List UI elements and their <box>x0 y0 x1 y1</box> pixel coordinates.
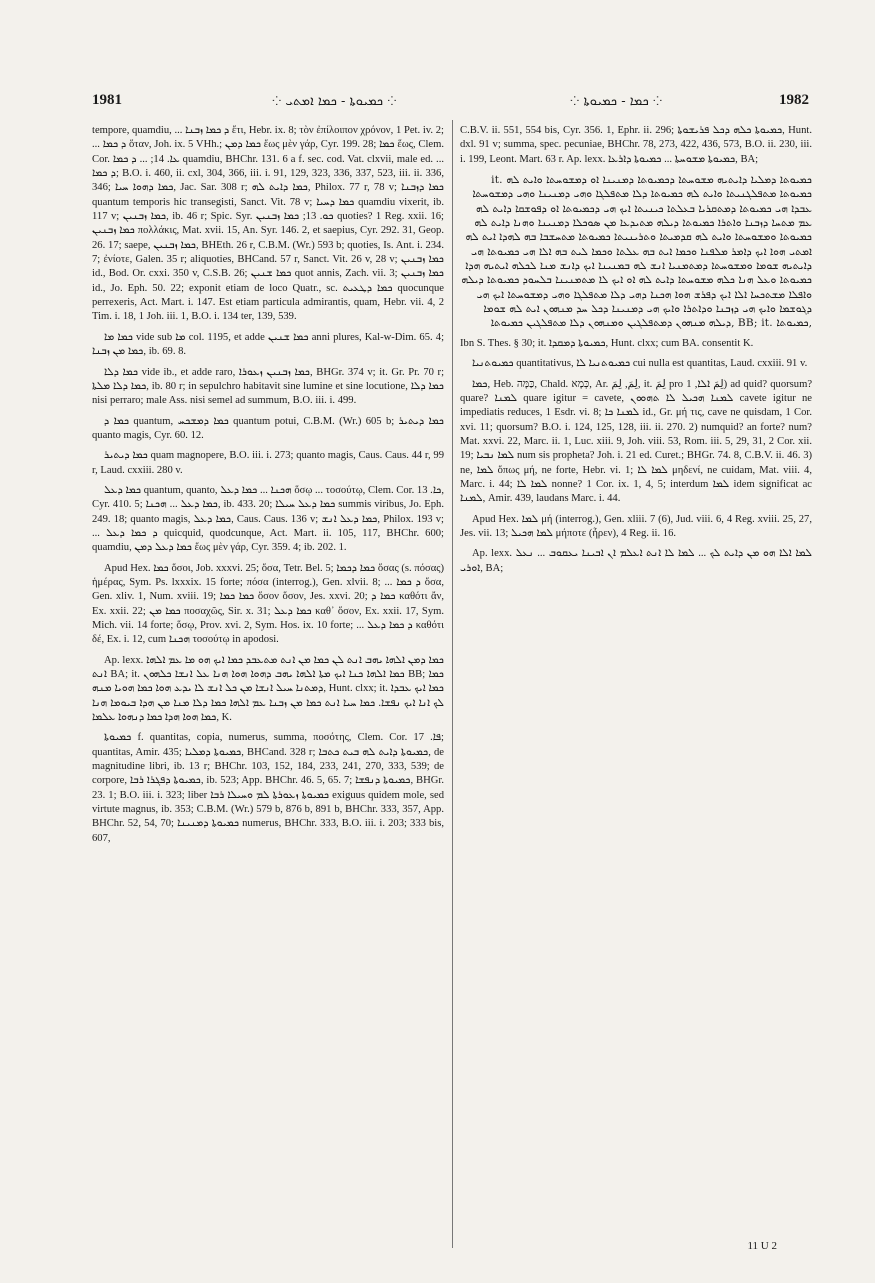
entry-paragraph: ܟܡܝܘܬܐ f. quantitas, copia, numerus, summa, ποσότης, Clem. Cor. ܦܐ. 17; quantitas, Amir. 435; ܟܡܝܘܬܐ ܕܡܠܝܐ, BHCand. 328 r; ܟܡܝܘܬܐ ܕܐܝܬ ܠܗ ܒܝܬ ܟܬܒܐ, de magnitudine libri, ib. 13 r; BHChr. 103, 152, 184, 233, 241, 270, 333, 539; de corpore, ܟܡܝܘܬܐ ܕܦܓܪܐ ܪܒܐ, ib. 523; App. BHChr. 46. 5, 65. 7; ܟܡܝܘܬܐ ܕܢܦܫܐ, BHGr. 23. 1; B.O. iii. i. 323; liber ܟܡܝܘܬܐ ܙܥܘܪܬܐ ܠܡ ܘܚܝܠܐ ܪܒܐ exiguus quidem mole, sed virtute magnus, ib. 353; C.B.M. (Wr.) 579 b, 876 b, 891 b, BHChr. 333, 357, App. BHChr. 52, 54, 70; ܟܡܝܘܬܐ ܕܡܢܝܢܐ numerus, BHChr. 333, B.O. iii. i. 203; 333 bis, 607, <box>92 732 445 844</box>
entry-paragraph: ܟܡܐ ܕܝܬܝܪ quam magnopere, B.O. iii. i. 273; quanto magis, Caus. Caus. 44 r, 99 r, Laud. cxxiii. 280 v. <box>92 450 444 476</box>
entry-paragraph: Ap. lexx. ܟܡܐ ܕܡܢ ܐܠܗܐ ܝܗܒ ܐܢܬ ܠܢ ܟܡܐ ܡܢ ܐܢܬ ܡܬܥܒܕ ܟܡܐ ܐܝܟ ܗܘ ܡܐ ܥܡ ܐܠܗܐ ܐܢܬ BA; it. ܟܡܐ ܐܠܗܐ ܟܢܐ ܐܝܟ ܡܬܐ ܐܠܗܐ ܝܗܒ ܕܗܘܐ ܗܘܐ ܗܢܐ ܥܠ ܐܢܫܐ ܟܠܗܘܢ BB; ܟܡܐ ܕܡܬܢܐ ܚܝܠ ܐܢܫܐ ܡܢ ܟܠ ܐܢܫ ܠܐ ܝܕܥ ܗܘܐ ܟܡܐ ܗܘܝܐ ܡܢܗ, Hunt. clxx; it. ܟܡܐ ܐܝܟ ܥܒܕܐ ܠܟ ܐܢܐ ܐܝܟ ܢܦܫܐ. ܟܡܐ ܚܝܐ ܐܢܬ ܟܡܐ ܡܢ ܙܒܢܐ ܥܡ ܐܠܗܐ ܟܡܐ ܕܠܐ ܡܢܐ ܡܢ ܗܕܐ ܒܝܘܡܐ ܗܢܐ ܟܡܐ ܗܘܐ ܗܕܐ ܟܡܐ ܕܢܗܘܐ ܥܠܡܐ, K. <box>92 654 445 724</box>
entry-paragraph: Ibn S. Thes. § 30; it. ܟܡܝܘܬܐ ܕܡܩܕܐ, Hunt. clxx; cum BA. consentit K. <box>460 337 754 349</box>
signature-mark: 11 U 2 <box>747 1240 777 1252</box>
right-running-head: ⁘ ܟܡܐ - ܟܡܝܘܬܐ ⁘ <box>570 94 663 109</box>
entry-paragraph: tempore, quamdiu, ... ܕ ܟܡܐ ܙܒܢܐ ἔτι, Hebr. ix. 8; τὸν ἐπίλοιπον χρόνον, 1 Pet. iv. 2; ... ܕ ܟܡܐ ὅταν, Joh. ix. 5 VHh.; ܟܡܐ ܕܡܢ ἕως μὲν γάρ, Cyr. 199. 28; ܟܡܐ ἕως, Clem. Cor. ܥܐ. 14; ... ܕ ܟܡܐ quamdiu, BHChr. 131. 6 a f. sec. cod. Vat. clxvii, male ed. ... ܕ ܟܡܐ; B.O. i. 460, ii. cxl, 304, 366, iii. i. 91, 129, 323, 336, 337, 523, iii. ii. 336, 346; ܟܡܐ ܕܗܘܐ ܚܝܐ, Jac. Sar. 308 r; ܟܡܐ ܕܐܝܬ ܠܗ, Philox. 77 r, 78 v; ܟܡܐ ܕܙܒܢܐ quantum temporis hic transegisti, Sanct. Vit. 78 v; ܟܡܐ ܕܚܝܐ quamdiu vixerit, ib. 117 v; ܟܡܐ ܙܒܢܝܢ, ib. 46 r; Spic. Syr. ܟܘ. 13; ܟܡܐ ܙܒܢܝܢ quoties? 1 Reg. xxii. 16; ܟܡܐ ܙܒܢܝܢ πολλάκις, Mat. xvii. 15, An. Syr. 146. 2, et saepius, Cyr. 292. 31, Geop. 26. 17; saepe, ܟܡܐ ܙܒܢܝܢ, BHEth. 26 r, C.B.M. (Wr.) 593 b; quoties, Is. Ant. i. 234. 7; ἐνίοτε, Galen. 35 r; aliquoties, BHCand. 57 r, Sanct. Vit. 26 v, 28 v; ܟܡܐ ܙܒܢܝܢ id., Bod. Or. cxxi. 350 v, C.S.B. 26; ܟܡܐ ܫܢܝܢ quot annis, Zach. vii. 3; ܟܡܐ ܙܒܢܝܢ id., Jo. Eph. 50. 22; exponit etiam de loco Quatr., sc. ܟܡܐ ܕܛܥܝܬ quocunque perrexeris, Act. Mart. i. 147. Est etiam particula admirantis, quam, Hebr. vii. 4, 2 Tim. i. 18, 1 Joh. iii. 1, B.O. i. 134 ter, 139, 539. <box>92 125 445 323</box>
left-running-head: ⁘ ܟܡܝܘܬܐ - ܟܡܐ ܐܡܬܝ ⁘ <box>272 94 397 109</box>
entry-paragraph: Apud Hex. ܠܡܐ μή (interrog.), Gen. xliii. 7 (6), Jud. viii. 6, 4 Reg. xviii. 25, 27, Jes. vii. 13; ܠܡܐ ܗܟܝܠ μήποτε (ἦρεν), 4 Reg. ii. 16. <box>460 513 812 539</box>
right-column <box>460 124 812 582</box>
entry-paragraph: ܟܡܐ ܕܠܐ vide ib., et adde raro, ܟܡܐ ܙܒܢܝܢ ܙܥܘܪܐ, BHGr. 374 v; it. Gr. Pr. 70 r; ܟܡܐ ܕܠܐ ܡܠܬܐ, ib. 80 r; in sepulchro habitavit sine lumine et sine locutione, ܟܡܐ ܕܠܐ nisi perraro; male Ass. nisi semel ad summum, B.O. iii. i. 499. <box>92 366 445 407</box>
entry-paragraph: C.B.V. ii. 551, 554 bis, Cyr. 356. 1, Ephr. ii. 296; ܟܡܝܘܬܐ ܟܠܗ ܕܟܠ ܦܪܝܫܘܬܐ, Hunt. dxl. 91 v; summa, spec. pecuniae, BHChr. 78, 273, 422, 436, 573, B.O. ii. 230, iii. i. 199, Leont. Mart. 63 r. Ap. lexx. ܟܡܝܘܬܐ ܡܫܘܚܬܐ ... ܟܡܝܘܬܐ ܕܐܪܥܐ, BA; <box>460 125 812 165</box>
entry-paragraph: ܟܡܝܘܬܢܝܐ quantitativus, ܟܡܝܘܬܢܝܐ ܠܐ cui nulla est quantitas, Laud. cxxiii. 91 v. <box>472 358 808 370</box>
entry-paragraph: ܟܡܐ ܡܐ vide sub ܡܐ col. 1195, et adde ܟܡܐ ܫܢܝܢ anni plures, Kal-w-Dim. 65. 4; ܟܡܐ ܡܢ ܙܒܢܐ, ib. 69. 8. <box>92 331 445 358</box>
entry-paragraph: Ap. lexx. ܠܡܐ ܐܠܐ ܗܘ ܡܢ ܕܐܝܬ ܠܟ ... ܠܡܐ ܠܐ ܐܢܬ ܐܥܠܡ ܐܢ ܐܒܝܢܐ ܝܥܩܘܒ ... ܢܥܠ ܐܘܪܝ, BA; <box>460 548 813 574</box>
column-divider <box>452 120 453 1248</box>
entry-paragraph: Apud Hex. ܟܡܐ ὅσοι, Job. xxxvi. 25; ὅσα, Tetr. Bel. 5; ܟܡܐ ܕܟܡܐ ὅσας (s. πόσας) ἡμέρας, Sym. Ps. lxxxix. 15 forte; πόσα (interrog.), Gen. xlvii. 8; ... ܕ ܟܡܐ ὅσα, Gen. xliv. 1, Num. xviii. 19; ܟܡܐ ܟܡܐ ὅσον ὅσον, Jes. xxvi. 20; ܟܡܐ ܕ καθότι ἄν, Ex. xxii. 22; ܟܡܐ ܡܢ ποσαχῶς, Sir. x. 31; ܟܡܐ ܕܥܠ καθ᾿ ὅσον, Ex. xxii. 17, Sym. Mich. vii. 14 forte; ὅσῳ, Prov. xvi. 2, Sym. Hos. ix. 10 forte; ... ܕ ܟܡܐ ܕܥܠ καθότι δέ, Ex. i. 12, cum ܗܟܢܐ τοσούτῳ in apodosi. <box>92 562 445 646</box>
entry-paragraph: ܟܡܐ ܕ quantum, ܟܡܐ ܕܡܫܟܚ quantum potui, C.B.M. (Wr.) 605 b; ܟܡܐ ܕܝܬܝܪ quanto magis, Cyr. 60. 12. <box>92 415 445 441</box>
entry-paragraph: ܟܡܐ ܕܥܠ quantum, quanto, ܗܟܢܐ ... ܟܡܐ ܕܥܠ ὅσῳ ... τοσούτῳ, Clem. Cor. ܟܐ. 13, Cyr. 410. 5; ܟܡܐ ܕܥܠ ... ܗܟܢܐ, ib. 433. 20; ܟܡܐ ܕܥܠ ܚܝܠܐ summis viribus, Jo. Eph. 249. 18; quanto magis, ܟܡܐ ܕܥܠ, Caus. Caus. 136 v; ܟܡܐ ܕܥܠ ܐܢܫ, Philox. 193 v; ... ܕ ܟܡܐ ܕܥܠ quicquid, quodcunque, Act. Mart. ii. 105, 117, BHChr. 600; quamdiu, ܟܡܐ ܕܥܠ ܕܡܢ ἕως μὲν γάρ, Cyr. 359. 4; ib. 202. 1. <box>92 484 445 554</box>
syriac-paragraph: it. ܟܡܝܘܬܐ ܕܡܠܝܐ ܕܐܝܬܝܗ ܡܫܘܚܬܐ ܕܟܡܝܘܬܐ ܕܡܢܝܢܐ ܐܘ ܕܡܫܘܚܬܐ ܘܐܝܬ ܠܗ ܟܡܝܘܬܐ ܡܬܦܠܓܢܝܬܐ ܘܐܝܬ ܠܗ ܟܡܝܘܬܐ ܕܠܐ ܡܬܦܠܓܐ ܘܗܝ ܕܡܢܝܢܐ ܘܗܝ ܕܡܫܘܚܬܐ ܥܒܕܐ ܗܝ ܟܡܝܘܬܐ ܕܡܬܩܪܝܐ ܒܥܠܬܐ ܟܝܢܝܬܐ ܐܝܟ ܗܝ ܕܟܡܝܘܬܐ ܐܘ ܕܦܘܫܩܐ ܕܐܝܬ ܠܗ ܥܡ ܡܬܚܐ ܕܙܒܢܐ ܘܐܬܪܐ ܟܡܝܘܬܐ ܕܝܠܗ ܡܬܝܕܥܐ ܡܢ ܣܘܟܠܐ ܕܡܢܝܢܐ ܘܗܢܐ ܕܐܝܬ ܠܗ ܟܡܝܘܬܐ ܘܡܫܘܚܬܐ ܘܐܝܬ ܠܗ ܩܕܡܝܬܐ ܘܬܪܝܢܝܬܐ ܟܡܝܘܬܐ ܡܬܚܫܒܐ ܒܗ ܠܗܕܐ ܐܝܬ ܠܗ ܐܡܬܝ ܗܘܐ ܐܝܟ ܕܐܡܪ ܡܠܦܢܐ ܘܟܡܐ ܐܝܬ ܒܗ ܥܠܬܐ ܘܟܡܐ ܠܝܬ ܒܗ ܐܠܐ ܗܝ ܟܡܝܘܬܐ ܗܝ ܕܐܝܬܝܗ ܫܘܡܐ ܘܡܫܘܚܬܐ ܕܡܬܡܢܝܐ ܐܢܫ ܠܗ ܒܡܢܝܢܐ ܐܝܟ ܕܐܢܫ ܡܢܐ ܠܟܠܗ ܐܝܬܝܗ ܗܕܐ ܟܡܝܘܬܐ ܘܥܠ ܗܢܐ ܟܠܗ ܡܫܘܚܬܐ ܕܐܝܬ ܠܗ ܐܘ ܐܝܟ ܠܐ ܡܬܡܢܝܢܐ ܒܠܚܘܕ ܟܡܝܘܬܐ ܕܝܠܗ ܘܐܦܠܐ ܡܫܬܟܚܐ ܐܠܐ ܐܝܟ ܕܦܪܫ ܗܘܐ ܗܟܢܐ ܕܗܝ ܕܠܐ ܡܬܦܠܓܐ ܘܗܝ ܕܡܫܘܚܬܐ ܐܝܟ ܗܝ ܕܓܘܫܡܐ ܘܐܝܟ ܗܝ ܕܙܒܢܐ ܘܕܐܬܪܐ ܘܐܝܟ ܗܝ ܕܡܢܝܢܐ ܕܟܠ ܚܕ ܡܢܗܘܢ ܐܝܬ ܠܗ ܫܘܡܐ ܕܝܠܗ ܡܢܗܘܢ ܕܡܬܦܠܓܝܢ ܘܡܢܗܘܢ ܕܠܐ ܡܬܦܠܓܝܢ ܟܡܝܘܬܐ, BB; it. ܟܡܝܘܬܐ, <box>461 174 812 330</box>
entry-paragraph: ܟܡܐ, Heb. כַּמָּה, Chald. כְּמָא, Ar. لِمَ, لِمَ, it. لِمَ pro لِمَ ܐܠܐ, 1) ad quid? quorsum? quare? ܠܡܢܐ quare igitur = cavete, ܠܡܢܐ ܗܟܝܠ ܠܐ ܬܗܘܘܢ cavete igitur ne impediatis reduces, 1 Esdr. vi. 8; ܠܡܢܐ ܟܐ id., Gr. μή τις, cave ne quisdam, 1 Cor. xvi. 11; quorsum? B.O. i. 124, 125, 128, iii. ii. 270. 2) numquid? an forte? num? Mat. xxvi. 22, Marc. ii. 1, Luc. xiii. 9, Joh. viii. 53, Rom. iii. 5, 29, 31, 2 Cor. xii. 19; ܠܡܐ ܢܒܝܐ num sis propheta? Joh. i. 21 ed. Curet.; BHGr. 74. 8, C.B.V. ii. 46. 3) ne, ܠܡܐ ὅπως μή, ne forte, Hebr. vi. 1; ܠܡܐ ܠܐ μηδενί, ne cuidam, Mat. viii. 4, Marc. i. 44; ܠܡܐ ܠܐ nonne? 1 Cor. ix. 1, 4, 5; interdum ܠܡܐ idem significat ac ܠܡܢܐ, Amir. 439, laudans Marc. i. 44. <box>460 378 813 505</box>
left-page-number: 1981 <box>92 92 122 108</box>
left-column <box>92 124 444 852</box>
right-page-number: 1982 <box>779 92 809 108</box>
page-header <box>0 0 875 109</box>
